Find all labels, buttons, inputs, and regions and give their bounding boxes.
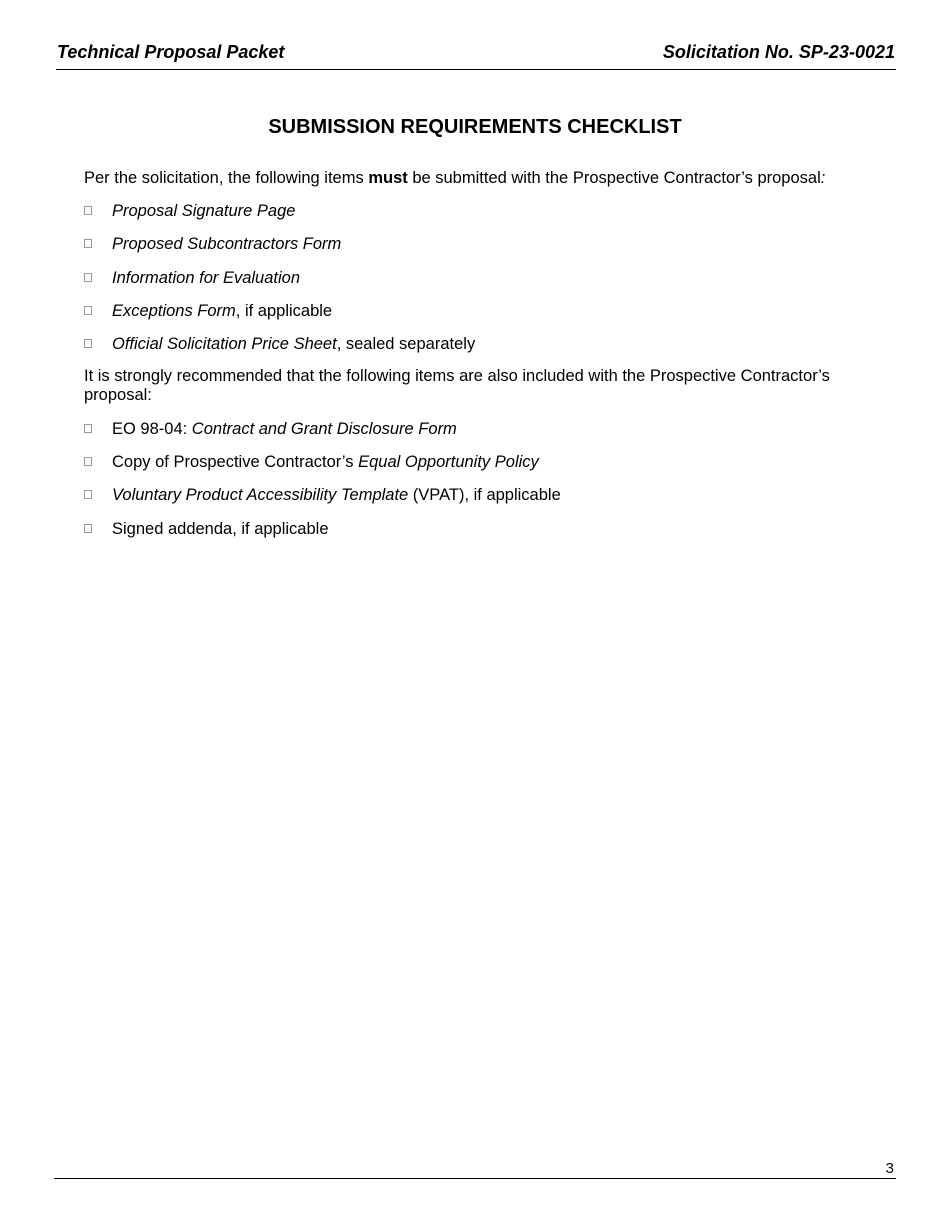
checklist-item-label: Signed addenda, if applicable bbox=[112, 520, 329, 538]
checklist-item-label: Proposal Signature Page bbox=[112, 202, 296, 220]
checkbox-icon[interactable] bbox=[84, 339, 92, 348]
checklist-item-label: EO 98-04: Contract and Grant Disclosure Form bbox=[112, 420, 457, 438]
checkbox-icon[interactable] bbox=[84, 524, 92, 533]
intro-emphasis: must bbox=[368, 169, 408, 187]
checkbox-icon[interactable] bbox=[84, 306, 92, 315]
checklist-item-label: Official Solicitation Price Sheet, sealed separately bbox=[112, 335, 476, 353]
intro-text-start: Per the solicitation, the following items bbox=[84, 169, 369, 187]
header-document-title: Technical Proposal Packet bbox=[57, 42, 285, 62]
page-title: SUBMISSION REQUIREMENTS CHECKLIST bbox=[268, 116, 682, 138]
checkbox-icon[interactable] bbox=[84, 424, 92, 433]
header-solicitation-number: Solicitation No. SP-23-0021 bbox=[662, 42, 895, 62]
page-number: 3 bbox=[885, 1160, 894, 1177]
checklist-item-label: Voluntary Product Accessibility Template (VPAT), if applicable bbox=[112, 486, 561, 504]
checkbox-icon[interactable] bbox=[84, 206, 92, 215]
checkbox-icon[interactable] bbox=[84, 273, 92, 282]
intro-text-end: be submitted with the Prospective Contractor’s proposal bbox=[407, 169, 821, 187]
page-header bbox=[56, 42, 896, 70]
checkbox-icon[interactable] bbox=[84, 490, 92, 499]
checkbox-icon[interactable] bbox=[84, 457, 92, 466]
required-items-intro bbox=[84, 169, 874, 188]
footer-divider bbox=[54, 1178, 896, 1179]
recommended-items-intro: It is strongly recommended that the following items are also included with the Prospective Contractor’s proposal: bbox=[84, 367, 830, 404]
checklist-item-label: Information for Evaluation bbox=[112, 269, 301, 287]
checkbox-icon[interactable] bbox=[84, 239, 92, 248]
checklist-item-label: Exceptions Form, if applicable bbox=[112, 302, 333, 320]
checklist-item-label: Copy of Prospective Contractor’s Equal Opportunity Policy bbox=[112, 453, 539, 471]
intro-colon: : bbox=[820, 169, 826, 187]
checklist-item-label: Proposed Subcontractors Form bbox=[112, 235, 342, 253]
